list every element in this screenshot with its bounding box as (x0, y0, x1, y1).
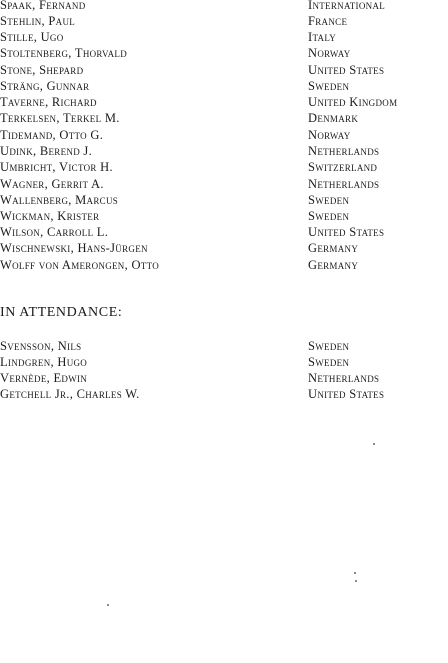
member-name: Wilson, Carroll L. (0, 225, 109, 239)
list-item (0, 370, 448, 386)
member-country: Netherlands (308, 144, 380, 158)
member-country: Italy (308, 30, 337, 44)
list-item (0, 94, 448, 110)
member-name: Taverne, Richard (0, 95, 97, 109)
member-country: Sweden (308, 79, 350, 93)
list-item (0, 257, 448, 273)
member-country: International (308, 0, 386, 12)
list-item (0, 386, 448, 402)
list-item (0, 192, 448, 208)
attendee-name: Lindgren, Hugo (0, 355, 88, 369)
member-name: Spaak, Fernand (0, 0, 86, 12)
member-name: Terkelsen, Terkel M. (0, 111, 120, 125)
member-country: Switzerland (308, 160, 378, 174)
member-name: Wolff von Amerongen, Otto (0, 258, 159, 272)
member-name: Umbricht, Victor H. (0, 160, 113, 174)
section-heading: IN ATTENDANCE: (0, 305, 123, 320)
list-item (0, 208, 448, 224)
member-name: Wischnewski, Hans-Jürgen (0, 241, 148, 255)
attendee-name: Getchell Jr., Charles W. (0, 387, 140, 401)
member-country: Sweden (308, 209, 350, 223)
member-country: Norway (308, 128, 351, 142)
member-country: Netherlands (308, 177, 380, 191)
list-item (0, 240, 448, 256)
member-country: Norway (308, 46, 351, 60)
member-country: United Kingdom (308, 95, 398, 109)
attendee-name: Svensson, Nils (0, 339, 82, 353)
member-name: Wagner, Gerrit A. (0, 177, 104, 191)
member-name: Stille, Ugo (0, 30, 64, 44)
member-name: Wickman, Krister (0, 209, 100, 223)
list-item (0, 127, 448, 143)
list-item (0, 78, 448, 94)
member-name: Stehlin, Paul (0, 14, 76, 28)
list-item (0, 176, 448, 192)
member-country: United States (308, 225, 385, 239)
attendee-name: Vernède, Edwin (0, 371, 88, 385)
attendee-country: Sweden (308, 355, 350, 369)
member-country: Germany (308, 258, 359, 272)
member-name: Udink, Berend J. (0, 144, 93, 158)
list-item (0, 0, 448, 13)
scan-speck (355, 580, 357, 582)
scan-speck (107, 604, 109, 606)
list-item (0, 45, 448, 61)
attendee-country: Netherlands (308, 371, 380, 385)
list-item (0, 13, 448, 29)
member-country: Sweden (308, 193, 350, 207)
list-item (0, 62, 448, 78)
attendee-country: Sweden (308, 339, 350, 353)
member-country: France (308, 14, 348, 28)
member-country: Denmark (308, 111, 359, 125)
attendee-country: United States (308, 387, 385, 401)
list-item (0, 224, 448, 240)
list-item (0, 110, 448, 126)
member-name: Stoltenberg, Thorvald (0, 46, 128, 60)
member-name: Stone, Shepard (0, 63, 84, 77)
member-name: Wallenberg, Marcus (0, 193, 119, 207)
list-item (0, 143, 448, 159)
member-country: Germany (308, 241, 359, 255)
list-item (0, 159, 448, 175)
member-country: United States (308, 63, 385, 77)
member-name: Tidemand, Otto G. (0, 128, 104, 142)
scan-speck (354, 572, 356, 574)
list-item (0, 338, 448, 354)
scan-speck (373, 443, 375, 445)
list-item (0, 354, 448, 370)
member-name: Sträng, Gunnar (0, 79, 90, 93)
list-item (0, 29, 448, 45)
